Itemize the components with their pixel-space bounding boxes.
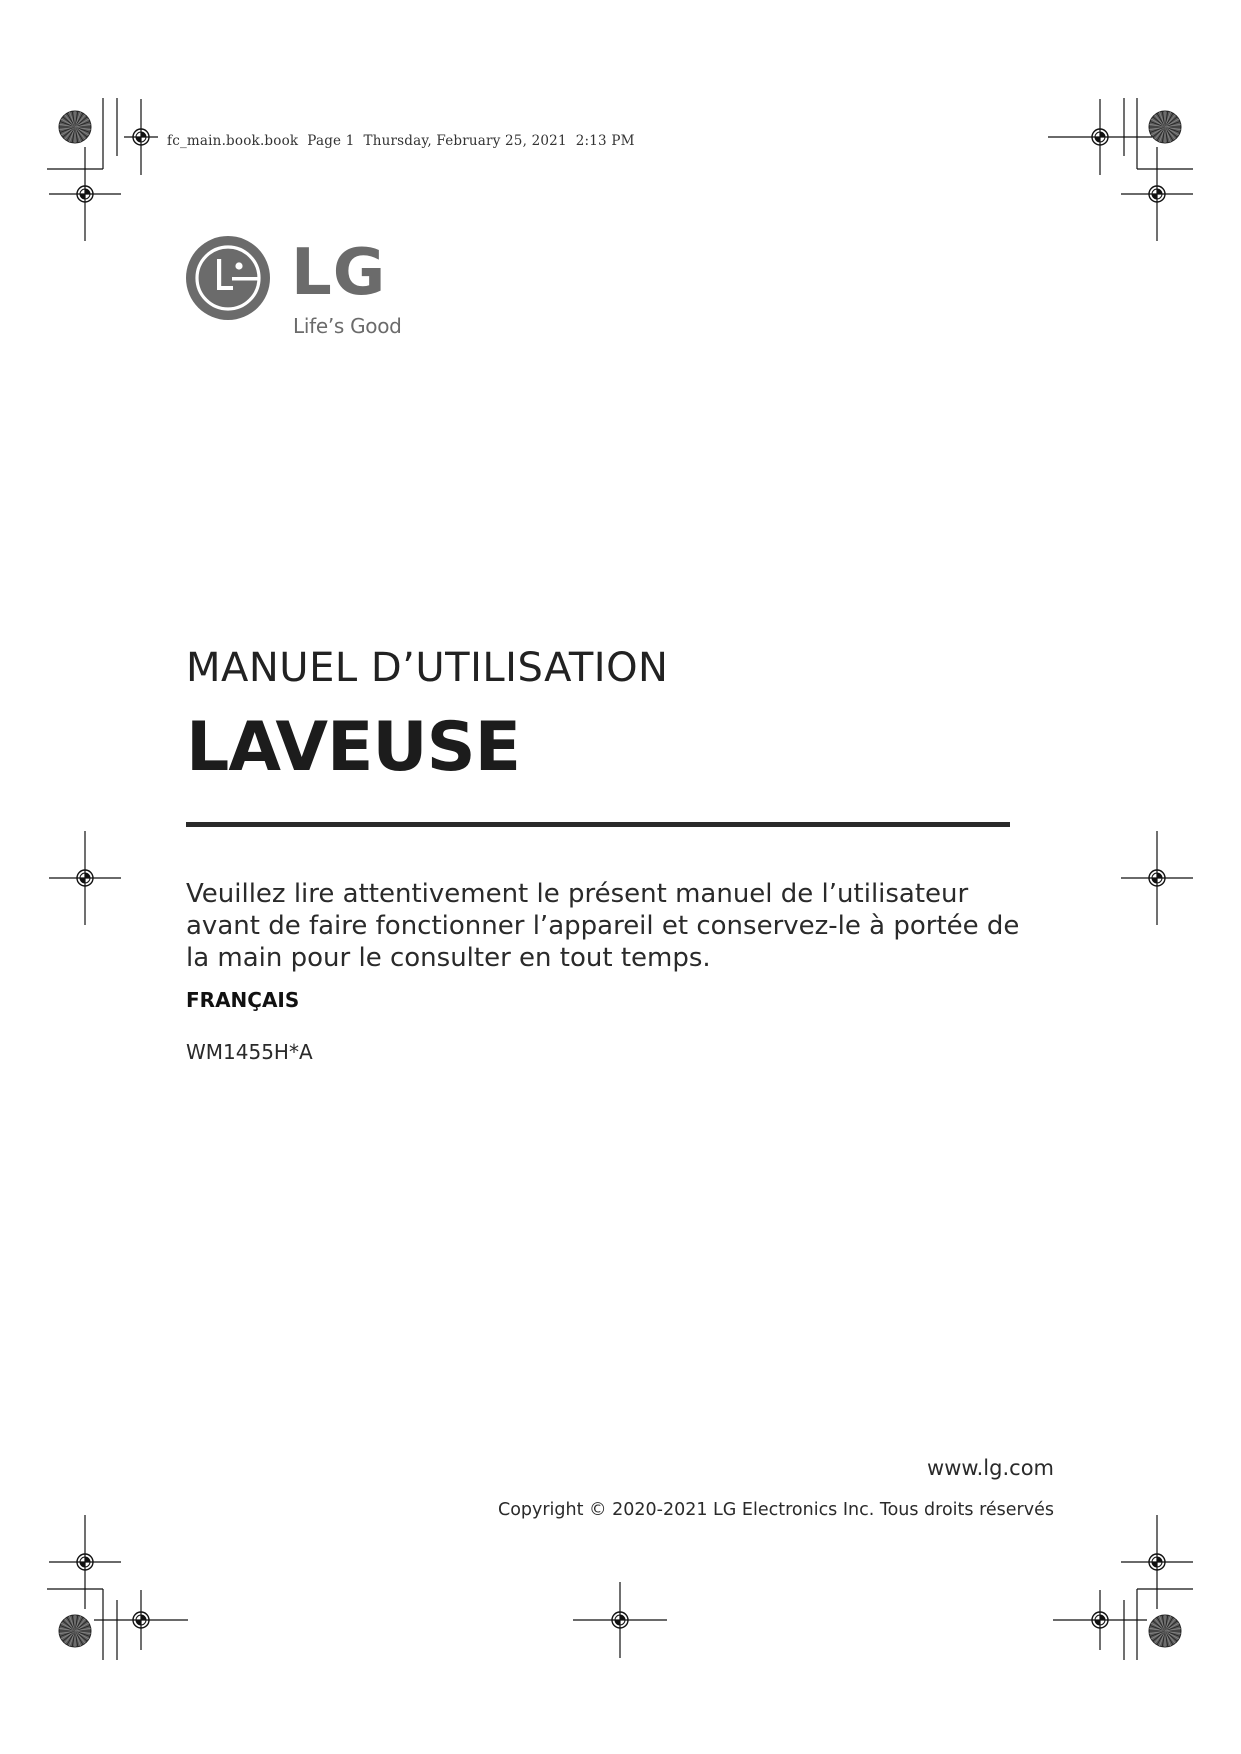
registration-mark-icon [1121, 147, 1193, 241]
language-label: FRANÇAIS [186, 988, 300, 1012]
intro-paragraph [186, 878, 1026, 974]
registration-mark-icon [94, 1590, 188, 1650]
product-title: LAVEUSE [186, 708, 521, 787]
registration-mark-icon [1121, 1515, 1193, 1609]
print-header: fc_main.book.book Page 1 Thursday, February 25, 2021 2:13 PM [167, 133, 635, 149]
title-divider [186, 822, 1010, 827]
lg-wordmark: LG [291, 236, 387, 310]
lg-tagline: Life’s Good [293, 314, 402, 338]
color-wheel-icon [59, 111, 91, 143]
registration-mark-icon [1121, 831, 1193, 925]
registration-mark-icon [124, 99, 158, 175]
color-wheel-icon [1149, 111, 1181, 143]
copyright-notice: Copyright © 2020-2021 LG Electronics Inc. Tous droits réservés [497, 1500, 1054, 1520]
document-type: MANUEL D’UTILISATION [186, 645, 669, 691]
lg-face-logo-icon [185, 235, 271, 321]
intro-line: Veuillez lire attentivement le présent manuel de l’utilisateur [186, 879, 969, 909]
model-number: WM1455H*A [186, 1040, 313, 1064]
registration-mark-icon [49, 1515, 121, 1609]
intro-line: avant de faire fonctionner l’appareil et conservez-le à portée de [186, 911, 1020, 941]
website-link[interactable]: www.lg.com [927, 1456, 1054, 1480]
intro-line: la main pour le consulter en tout temps. [186, 943, 711, 973]
registration-mark-icon [49, 831, 121, 925]
color-wheel-icon [59, 1615, 91, 1647]
registration-mark-icon [573, 1582, 667, 1658]
color-wheel-icon [1149, 1615, 1181, 1647]
registration-mark-icon [49, 147, 121, 241]
registration-mark-icon [1053, 1590, 1147, 1650]
